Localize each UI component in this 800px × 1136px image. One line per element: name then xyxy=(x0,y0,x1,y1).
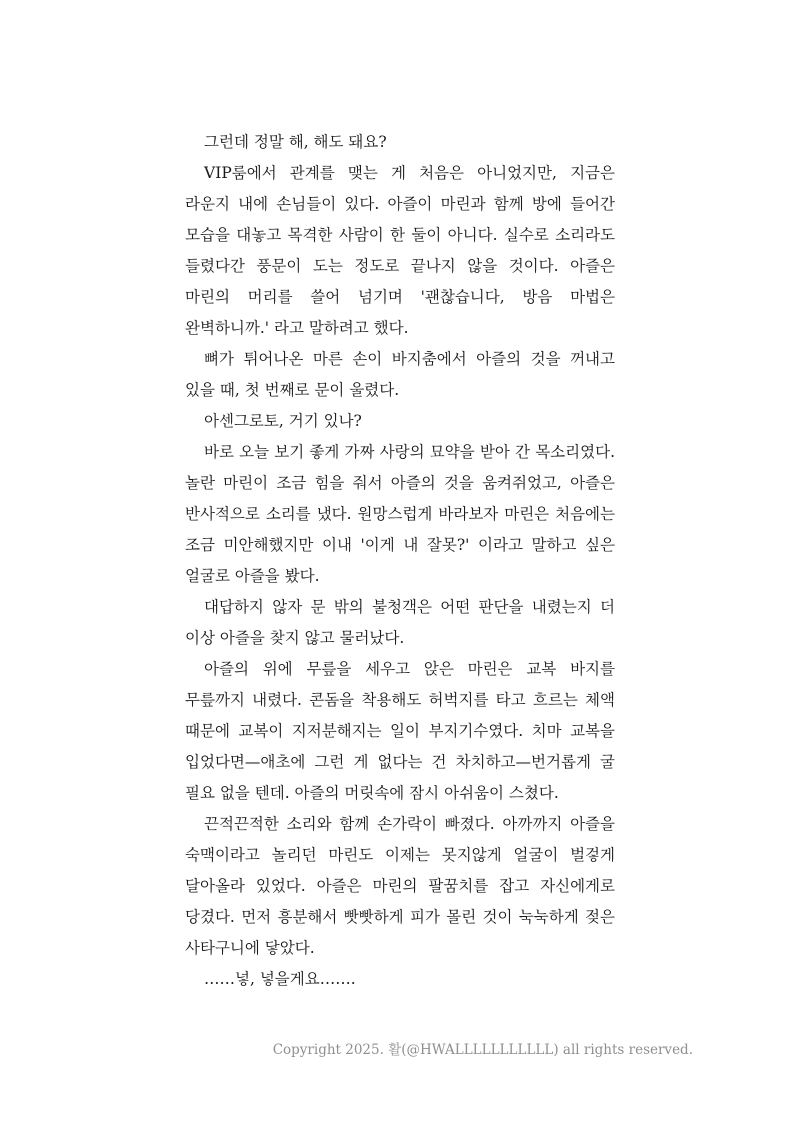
paragraph: 뼈가 튀어나온 마른 손이 바지춤에서 아즐의 것을 꺼내고 있을 때, 첫 번째로 문이 울렸다. xyxy=(185,350,615,399)
paragraph: VIP룸에서 관계를 맺는 게 처음은 아니었지만, 지금은 라운지 내에 손님들이 있다. 아즐이 마린과 함께 방에 들어간 모습을 대놓고 목격한 사람이 한 둘이 아니다. 실수로 소리라도 들렸다간 풍문이 도는 정도로 끝나지 않을 것이다. 아즐은 마린의 머리를 쓸어 넘기며 '괜찮습니다, 방음 마법은 완벽하니까.' 라고 말하려고 했다. xyxy=(185,164,615,337)
paragraph: 그런데 정말 해, 해도 돼요? xyxy=(204,133,387,151)
copyright-notice: Copyright 2025. 활(@HWALLLLLLLLLLL) all rights reserved. xyxy=(272,1042,693,1058)
paragraph: 아즐의 위에 무릎을 세우고 앉은 마린은 교복 바지를 무릎까지 내렸다. 콘돔을 착용해도 허벅지를 타고 흐르는 체액 때문에 교복이 지저분해지는 일이 부지기수였다. 치마 교복을 입었다면—애초에 그런 게 없다는 건 차치하고—번거롭게 굴 필요 없을 텐데. 아즐의 머릿속에 잠시 아쉬움이 스쳤다. xyxy=(185,660,615,802)
body-text xyxy=(185,127,615,995)
paragraph: 끈적끈적한 소리와 함께 손가락이 빠졌다. 아까까지 아즐을 숙맥이라고 놀리던 마린도 이제는 못지않게 얼굴이 벌겋게 달아올라 있었다. 아즐은 마린의 팔꿈치를 잡고 자신에게로 당겼다. 먼저 흥분해서 빳빳하게 피가 몰린 것이 눅눅하게 젖은 사타구니에 닿았다. xyxy=(185,815,615,957)
paragraph: 대답하지 않자 문 밖의 불청객은 어떤 판단을 내렸는지 더 이상 아즐을 찾지 않고 물러났다. xyxy=(185,598,615,647)
paragraph: 아센그로토, 거기 있나? xyxy=(204,412,362,430)
paragraph: 바로 오늘 보기 좋게 가짜 사랑의 묘약을 받아 간 목소리였다. 놀란 마린이 조금 힘을 줘서 아즐의 것을 움켜쥐었고, 아즐은 반사적으로 소리를 냈다. 원망스럽게 바라보자 마린은 처음에는 조금 미안해했지만 이내 '이게 내 잘못?' 이라고 말하고 싶은 얼굴로 아즐을 봤다. xyxy=(185,443,615,585)
paragraph: ……넣, 넣을게요……. xyxy=(204,970,356,988)
